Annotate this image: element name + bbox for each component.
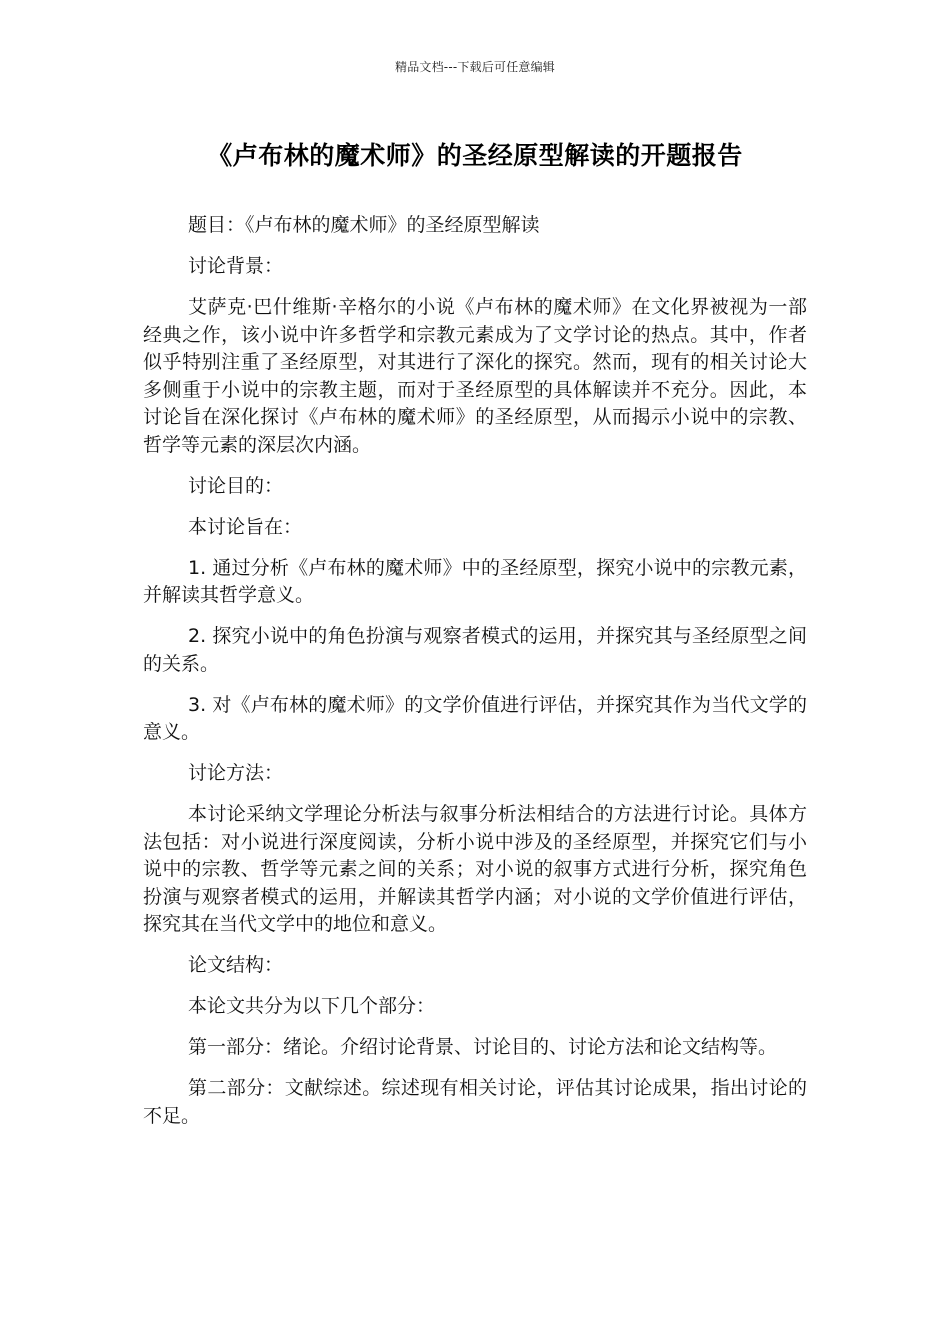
section-heading-structure: 论文结构： xyxy=(188,954,284,976)
purpose-item-2: 2. 探究小说中的角色扮演与观察者模式的运用，并探究其与圣经原型之间的关系。 xyxy=(143,625,807,675)
structure-part-2: 第二部分：文献综述。综述现有相关讨论，评估其讨论成果，指出讨论的不足。 xyxy=(143,1077,807,1127)
structure-part-1: 第一部分：绪论。介绍讨论背景、讨论目的、讨论方法和论文结构等。 xyxy=(188,1036,778,1058)
method-paragraph: 本讨论采纳文学理论分析法与叙事分析法相结合的方法进行讨论。具体方法包括：对小说进行深度阅读，分析小说中涉及的圣经原型，并探究它们与小说中的宗教、哲学等元素之间的关系；对小说的叙事方式进行分析，探究角色扮演与观察者模式的运用，并解读其哲学内涵；对小说的文学价值进行评估，探究其在当代文学中的地位和意义。 xyxy=(143,803,807,935)
purpose-item-1: 1. 通过分析《卢布林的魔术师》中的圣经原型，探究小说中的宗教元素，并解读其哲学意义。 xyxy=(143,556,807,606)
structure-intro: 本论文共分为以下几个部分： xyxy=(188,995,436,1017)
purpose-intro: 本讨论旨在： xyxy=(188,515,303,538)
topic-line: 题目：《卢布林的魔术师》的圣经原型解读 xyxy=(188,214,540,236)
purpose-item-3: 3. 对《卢布林的魔术师》的文学价值进行评估，并探究其作为当代文学的意义。 xyxy=(143,693,807,743)
background-paragraph: 艾萨克·巴什维斯·辛格尔的小说《卢布林的魔术师》在文化界被视为一部经典之作，该小说中许多哲学和宗教元素成为了文学讨论的热点。其中，作者似乎特别注重了圣经原型，对其进行了深化的探究。然而，现有的相关讨论大多侧重于小说中的宗教主题，而对于圣经原型的具体解读并不充分。因此，本讨论旨在深化探讨《卢布林的魔术师》的圣经原型，从而揭示小说中的宗教、哲学等元素的深层次内涵。 xyxy=(143,296,807,456)
document-title: 《卢布林的魔术师》的圣经原型解读的开题报告 xyxy=(207,141,743,170)
section-heading-method: 讨论方法： xyxy=(188,762,284,784)
header-note: 精品文档---下载后可任意编辑 xyxy=(395,60,555,74)
document-body xyxy=(143,212,807,1144)
section-heading-background: 讨论背景： xyxy=(188,255,284,277)
section-heading-purpose: 讨论目的： xyxy=(188,474,284,497)
